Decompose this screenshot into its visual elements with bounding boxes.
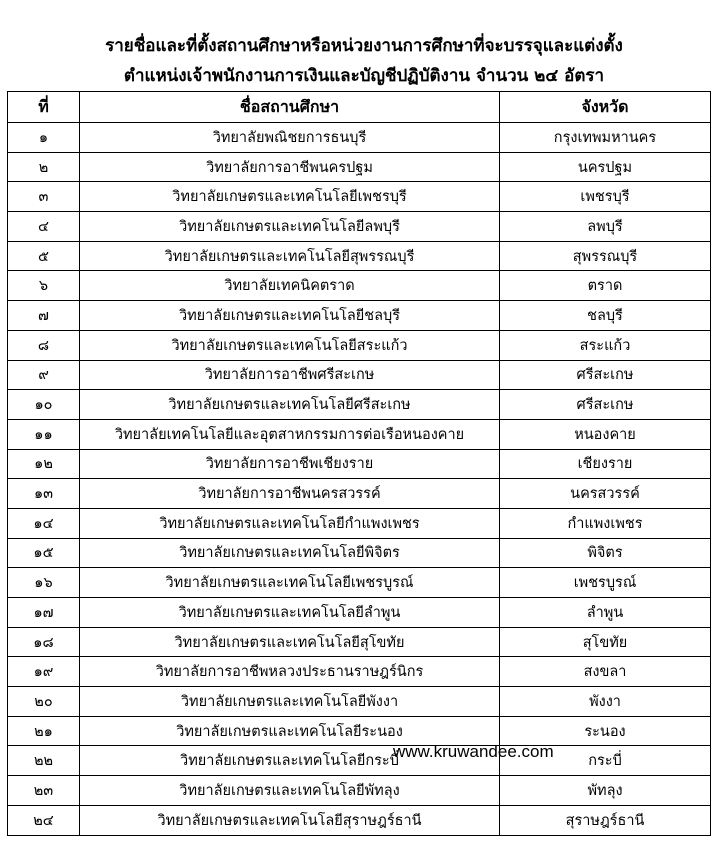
table-row — [8, 419, 711, 449]
cell-province: พังงา — [500, 687, 711, 717]
cell-school: วิทยาลัยเกษตรและเทคโนโลยีศรีสะเกษ — [80, 390, 500, 420]
cell-no: ๑๙ — [8, 657, 80, 687]
cell-province: ลำพูน — [500, 598, 711, 628]
header-province: จังหวัด — [500, 92, 711, 123]
cell-school: วิทยาลัยพณิชยการธนบุรี — [80, 123, 500, 153]
cell-province: พิจิตร — [500, 538, 711, 568]
table-row — [8, 508, 711, 538]
cell-province: เพชรบุรี — [500, 182, 711, 212]
table-row — [8, 301, 711, 331]
table-row — [8, 598, 711, 628]
table-row — [8, 805, 711, 835]
cell-school: วิทยาลัยเกษตรและเทคโนโลยีสุราษฎร์ธานี — [80, 805, 500, 835]
table-row — [8, 123, 711, 153]
cell-no: ๓ — [8, 182, 80, 212]
table-row — [8, 627, 711, 657]
header-no: ที่ — [8, 92, 80, 123]
cell-school: วิทยาลัยเกษตรและเทคโนโลยีพัทลุง — [80, 776, 500, 806]
cell-no: ๑๗ — [8, 598, 80, 628]
cell-no: ๑๕ — [8, 538, 80, 568]
cell-school: วิทยาลัยเกษตรและเทคโนโลยีลำพูน — [80, 598, 500, 628]
cell-school: วิทยาลัยการอาชีพหลวงประธานราษฎร์นิกร — [80, 657, 500, 687]
cell-province: หนองคาย — [500, 419, 711, 449]
cell-province: ศรีสะเกษ — [500, 360, 711, 390]
cell-no: ๑๓ — [8, 479, 80, 509]
cell-no: ๒ — [8, 152, 80, 182]
cell-no: ๑๑ — [8, 419, 80, 449]
table-row — [8, 776, 711, 806]
cell-province: ระนอง — [500, 716, 711, 746]
table-row — [8, 330, 711, 360]
cell-school: วิทยาลัยเกษตรและเทคโนโลยีสุโขทัย — [80, 627, 500, 657]
table-row — [8, 657, 711, 687]
header-school: ชื่อสถานศึกษา — [80, 92, 500, 123]
cell-no: ๔ — [8, 212, 80, 242]
cell-province: สุราษฎร์ธานี — [500, 805, 711, 835]
cell-school: วิทยาลัยเกษตรและเทคโนโลยีชลบุรี — [80, 301, 500, 331]
title-line-1: รายชื่อและที่ตั้งสถานศึกษาหรือหน่วยงานการศึกษาที่จะบรรจุและแต่งตั้ง — [105, 36, 623, 56]
cell-province: เพชรบูรณ์ — [500, 568, 711, 598]
cell-no: ๑๐ — [8, 390, 80, 420]
title-line-2: ตำแหน่งเจ้าพนักงานการเงินและบัญชีปฏิบัติงาน จำนวน ๒๔ อัตรา — [123, 66, 605, 86]
schools-table — [7, 91, 711, 836]
cell-no: ๒๔ — [8, 805, 80, 835]
table-row — [8, 271, 711, 301]
cell-no: ๒๓ — [8, 776, 80, 806]
cell-no: ๒๒ — [8, 746, 80, 776]
cell-province: ชลบุรี — [500, 301, 711, 331]
cell-school: วิทยาลัยเกษตรและเทคโนโลยีพิจิตร — [80, 538, 500, 568]
cell-school: วิทยาลัยเทคโนโลยีและอุตสาหกรรมการต่อเรือหนองคาย — [80, 419, 500, 449]
table-row — [8, 390, 711, 420]
table-row — [8, 746, 711, 776]
table-header-row — [8, 92, 711, 123]
cell-school: วิทยาลัยการอาชีพเชียงราย — [80, 449, 500, 479]
cell-province: นครปฐม — [500, 152, 711, 182]
table-row — [8, 687, 711, 717]
cell-province: กรุงเทพมหานคร — [500, 123, 711, 153]
table-row — [8, 241, 711, 271]
cell-school: วิทยาลัยเกษตรและเทคโนโลยีเพชรบุรี — [80, 182, 500, 212]
table-row — [8, 479, 711, 509]
cell-no: ๒๑ — [8, 716, 80, 746]
table-row — [8, 568, 711, 598]
cell-school: วิทยาลัยเกษตรและเทคโนโลยีสระแก้ว — [80, 330, 500, 360]
cell-no: ๑๔ — [8, 508, 80, 538]
cell-province: กระบี่ — [500, 746, 711, 776]
cell-school: วิทยาลัยการอาชีพนครปฐม — [80, 152, 500, 182]
cell-no: ๑๒ — [8, 449, 80, 479]
cell-no: ๗ — [8, 301, 80, 331]
table-row — [8, 716, 711, 746]
cell-school: วิทยาลัยเกษตรและเทคโนโลยีระนอง — [80, 716, 500, 746]
cell-province: สุโขทัย — [500, 627, 711, 657]
cell-school: วิทยาลัยเทคนิคตราด — [80, 271, 500, 301]
cell-no: ๙ — [8, 360, 80, 390]
table-row — [8, 538, 711, 568]
cell-school: วิทยาลัยเกษตรและเทคโนโลยีเพชรบูรณ์ — [80, 568, 500, 598]
cell-no: ๑๖ — [8, 568, 80, 598]
cell-province: พัทลุง — [500, 776, 711, 806]
cell-no: ๘ — [8, 330, 80, 360]
cell-province: สระแก้ว — [500, 330, 711, 360]
cell-province: ลพบุรี — [500, 212, 711, 242]
table-row — [8, 152, 711, 182]
cell-province: เชียงราย — [500, 449, 711, 479]
table-row — [8, 449, 711, 479]
cell-province: นครสวรรค์ — [500, 479, 711, 509]
cell-school: วิทยาลัยการอาชีพศรีสะเกษ — [80, 360, 500, 390]
cell-province: สงขลา — [500, 657, 711, 687]
cell-province: ตราด — [500, 271, 711, 301]
cell-no: ๑ — [8, 123, 80, 153]
cell-no: ๖ — [8, 271, 80, 301]
cell-province: ศรีสะเกษ — [500, 390, 711, 420]
table-row — [8, 182, 711, 212]
cell-province: กำแพงเพชร — [500, 508, 711, 538]
cell-school: วิทยาลัยเกษตรและเทคโนโลยีกระบี่ — [80, 746, 500, 776]
table-row — [8, 212, 711, 242]
cell-province: สุพรรณบุรี — [500, 241, 711, 271]
cell-school: วิทยาลัยการอาชีพนครสวรรค์ — [80, 479, 500, 509]
table-row — [8, 360, 711, 390]
cell-school: วิทยาลัยเกษตรและเทคโนโลยีพังงา — [80, 687, 500, 717]
cell-no: ๒๐ — [8, 687, 80, 717]
cell-school: วิทยาลัยเกษตรและเทคโนโลยีลพบุรี — [80, 212, 500, 242]
cell-school: วิทยาลัยเกษตรและเทคโนโลยีกำแพงเพชร — [80, 508, 500, 538]
watermark-text: www.kruwandee.com — [393, 742, 554, 761]
cell-school: วิทยาลัยเกษตรและเทคโนโลยีสุพรรณบุรี — [80, 241, 500, 271]
cell-no: ๕ — [8, 241, 80, 271]
cell-no: ๑๘ — [8, 627, 80, 657]
